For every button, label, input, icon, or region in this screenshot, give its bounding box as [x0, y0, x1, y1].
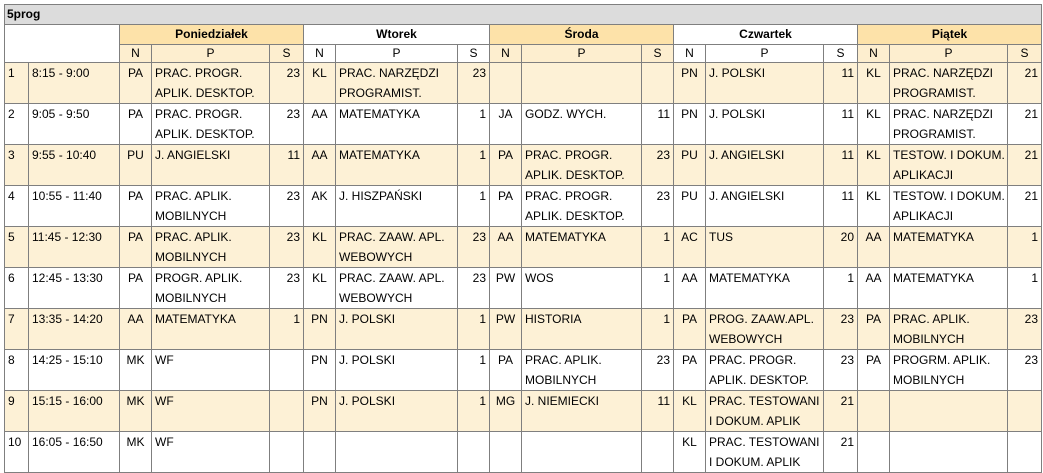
- subject-line-1: PRAC. APLIK.: [893, 312, 970, 326]
- subject-line-2: APLIKACJI: [893, 209, 954, 223]
- subject-line-1: J. POLSKI: [709, 107, 766, 121]
- teacher-code: PA: [490, 186, 522, 227]
- lesson-number: 2: [5, 104, 29, 145]
- subject-name: [706, 63, 824, 104]
- teacher-code: [304, 432, 336, 473]
- room-number: 23: [270, 63, 304, 104]
- subject-line-1: GODZ. WYCH.: [525, 107, 607, 121]
- subject-name: [336, 227, 458, 268]
- room-number: 1: [642, 309, 674, 350]
- lesson-time: 16:05 - 16:50: [29, 432, 120, 473]
- col-header-p: P: [706, 45, 824, 63]
- room-number: 23: [1008, 350, 1042, 391]
- room-number: 1: [270, 309, 304, 350]
- room-number: 23: [1008, 309, 1042, 350]
- subject-line-1: MATEMATYKA: [893, 271, 974, 285]
- subject-name: [706, 186, 824, 227]
- subject-line-1: PROG. ZAAW.APL.: [709, 312, 814, 326]
- subject-name: [890, 391, 1008, 432]
- subject-name: [336, 391, 458, 432]
- subject-name: [706, 350, 824, 391]
- room-number: [270, 432, 304, 473]
- subject-name: [706, 227, 824, 268]
- lesson-row: [5, 268, 1042, 309]
- room-number: 11: [824, 186, 858, 227]
- teacher-code: PA: [858, 309, 890, 350]
- subject-name: [152, 104, 270, 145]
- col-header-p: P: [336, 45, 458, 63]
- room-number: 11: [824, 63, 858, 104]
- subject-line-1: PRAC. TESTOWANI: [709, 435, 820, 449]
- subject-line-2: PROGRAMIST.: [893, 127, 976, 141]
- subject-name: [890, 145, 1008, 186]
- lesson-number: 8: [5, 350, 29, 391]
- room-number: [642, 63, 674, 104]
- col-header-p: P: [152, 45, 270, 63]
- col-header-n: N: [120, 45, 152, 63]
- subject-line-2: MOBILNYCH: [525, 373, 597, 387]
- subject-name: [890, 104, 1008, 145]
- teacher-code: AA: [858, 268, 890, 309]
- lesson-time: 9:55 - 10:40: [29, 145, 120, 186]
- subject-line-1: WF: [155, 435, 174, 449]
- room-number: 23: [642, 186, 674, 227]
- subject-name: [336, 63, 458, 104]
- lesson-row: [5, 186, 1042, 227]
- subject-name: [522, 432, 642, 473]
- subject-line-1: TUS: [709, 230, 733, 244]
- teacher-code: AA: [304, 104, 336, 145]
- teacher-code: PA: [490, 145, 522, 186]
- teacher-code: PA: [490, 350, 522, 391]
- subject-line-1: PRAC. NARZĘDZI: [339, 66, 440, 80]
- teacher-code: PW: [490, 309, 522, 350]
- teacher-code: AA: [304, 145, 336, 186]
- room-number: [1008, 391, 1042, 432]
- room-number: 21: [824, 432, 858, 473]
- subject-name: [152, 227, 270, 268]
- subject-name: [522, 104, 642, 145]
- lesson-row: [5, 227, 1042, 268]
- subject-line-1: J. POLSKI: [339, 312, 396, 326]
- lesson-number: 9: [5, 391, 29, 432]
- subject-line-2: I DOKUM. APLIK: [709, 414, 801, 428]
- subject-line-2: APLIK. DESKTOP.: [155, 86, 255, 100]
- subject-name: [336, 350, 458, 391]
- teacher-code: PA: [674, 309, 706, 350]
- lesson-time: 15:15 - 16:00: [29, 391, 120, 432]
- room-number: 23: [458, 227, 490, 268]
- subject-name: [522, 268, 642, 309]
- subject-name: [152, 63, 270, 104]
- col-header-p: P: [890, 45, 1008, 63]
- room-number: 1: [1008, 268, 1042, 309]
- class-title: 5prog: [5, 5, 1042, 25]
- subject-line-1: WF: [155, 353, 174, 367]
- subject-line-1: PRAC. PROGR.: [525, 148, 613, 162]
- subject-line-1: PRAC. NARZĘDZI: [893, 66, 994, 80]
- subject-line-1: TESTOW. I DOKUM.: [893, 189, 1005, 203]
- subject-line-2: PROGRAMIST.: [339, 86, 422, 100]
- subject-name: [890, 268, 1008, 309]
- subject-line-2: MOBILNYCH: [155, 250, 227, 264]
- teacher-code: PA: [120, 104, 152, 145]
- subject-name: [706, 391, 824, 432]
- teacher-code: AC: [674, 227, 706, 268]
- col-header-n: N: [490, 45, 522, 63]
- subject-name: [890, 309, 1008, 350]
- col-header-n: N: [674, 45, 706, 63]
- subject-line-1: PRAC. APLIK.: [155, 189, 232, 203]
- room-number: 11: [642, 104, 674, 145]
- lesson-time: 11:45 - 12:30: [29, 227, 120, 268]
- room-number: 23: [270, 186, 304, 227]
- teacher-code: MK: [120, 432, 152, 473]
- lesson-row: [5, 432, 1042, 473]
- teacher-code: KL: [858, 186, 890, 227]
- room-number: 21: [1008, 63, 1042, 104]
- teacher-code: MK: [120, 350, 152, 391]
- room-number: [1008, 432, 1042, 473]
- room-number: 1: [458, 186, 490, 227]
- subject-line-1: MATEMATYKA: [525, 230, 606, 244]
- lesson-time: 10:55 - 11:40: [29, 186, 120, 227]
- room-number: 23: [270, 104, 304, 145]
- subject-line-1: PRAC. APLIK.: [525, 353, 602, 367]
- subject-name: [890, 227, 1008, 268]
- lesson-number: 10: [5, 432, 29, 473]
- teacher-code: KL: [674, 391, 706, 432]
- subject-name: [522, 186, 642, 227]
- day-header-piatek: Piątek: [858, 25, 1042, 45]
- teacher-code: KL: [304, 268, 336, 309]
- teacher-code: AA: [120, 309, 152, 350]
- teacher-code: PA: [120, 268, 152, 309]
- room-number: 21: [1008, 145, 1042, 186]
- subject-name: [152, 145, 270, 186]
- room-number: 21: [1008, 186, 1042, 227]
- lesson-number: 1: [5, 63, 29, 104]
- subject-line-2: APLIKACJI: [893, 168, 954, 182]
- teacher-code: JA: [490, 104, 522, 145]
- room-number: 11: [270, 145, 304, 186]
- subject-line-2: WEBOWYCH: [339, 250, 413, 264]
- col-header-s: S: [270, 45, 304, 63]
- subject-line-2: APLIK. DESKTOP.: [525, 209, 625, 223]
- subject-line-1: PRAC. PROGR.: [155, 107, 243, 121]
- subject-name: [522, 145, 642, 186]
- subject-name: [706, 309, 824, 350]
- lesson-number: 7: [5, 309, 29, 350]
- subject-line-1: PROGR. APLIK.: [155, 271, 243, 285]
- subject-line-2: MOBILNYCH: [155, 209, 227, 223]
- subject-name: [336, 145, 458, 186]
- subject-name: [890, 63, 1008, 104]
- teacher-code: KL: [858, 63, 890, 104]
- teacher-code: [858, 391, 890, 432]
- subject-line-1: MATEMATYKA: [709, 271, 790, 285]
- room-number: 11: [824, 104, 858, 145]
- subject-line-1: PRAC. APLIK.: [155, 230, 232, 244]
- subject-name: [890, 350, 1008, 391]
- lesson-row: [5, 63, 1042, 104]
- room-number: 1: [458, 350, 490, 391]
- day-header-poniedzialek: Poniedziałek: [120, 25, 304, 45]
- subject-line-1: PRAC. NARZĘDZI: [893, 107, 994, 121]
- teacher-code: KL: [304, 227, 336, 268]
- subject-line-2: MOBILNYCH: [893, 373, 965, 387]
- lesson-number: 5: [5, 227, 29, 268]
- subject-line-2: APLIK. DESKTOP.: [525, 168, 625, 182]
- room-number: 1: [458, 104, 490, 145]
- room-number: 1: [642, 227, 674, 268]
- teacher-code: PA: [120, 63, 152, 104]
- room-number: 23: [270, 227, 304, 268]
- lesson-time: 8:15 - 9:00: [29, 63, 120, 104]
- teacher-code: PN: [304, 391, 336, 432]
- corner-cell: [5, 25, 120, 63]
- subject-name: [152, 391, 270, 432]
- subject-line-2: APLIK. DESKTOP.: [155, 127, 255, 141]
- teacher-code: [490, 432, 522, 473]
- subject-name: [522, 227, 642, 268]
- subject-name: [152, 350, 270, 391]
- lesson-time: 12:45 - 13:30: [29, 268, 120, 309]
- teacher-code: KL: [674, 432, 706, 473]
- room-number: 23: [270, 268, 304, 309]
- day-header-sroda: Środa: [490, 25, 674, 45]
- lesson-number: 4: [5, 186, 29, 227]
- subject-line-1: J. NIEMIECKI: [525, 394, 600, 408]
- col-header-n: N: [858, 45, 890, 63]
- room-number: 11: [824, 145, 858, 186]
- teacher-code: PA: [120, 186, 152, 227]
- subject-line-1: TESTOW. I DOKUM.: [893, 148, 1005, 162]
- subject-name: [890, 186, 1008, 227]
- subject-name: [152, 432, 270, 473]
- subject-line-1: J. HISZPAŃSKI: [339, 189, 423, 203]
- subject-name: [336, 104, 458, 145]
- subject-name: [706, 268, 824, 309]
- teacher-code: AA: [674, 268, 706, 309]
- subject-line-1: MATEMATYKA: [339, 107, 420, 121]
- subject-name: [336, 186, 458, 227]
- subject-name: [152, 186, 270, 227]
- lesson-time: 13:35 - 14:20: [29, 309, 120, 350]
- subject-line-1: J. POLSKI: [339, 394, 396, 408]
- teacher-code: [858, 432, 890, 473]
- room-number: 1: [824, 268, 858, 309]
- subject-line-1: PROGRM. APLIK.: [893, 353, 991, 367]
- room-number: 11: [642, 391, 674, 432]
- col-header-p: P: [522, 45, 642, 63]
- room-number: [270, 391, 304, 432]
- subject-name: [152, 268, 270, 309]
- teacher-code: KL: [858, 104, 890, 145]
- lesson-row: [5, 350, 1042, 391]
- timetable: [4, 4, 1042, 473]
- room-number: 21: [824, 391, 858, 432]
- teacher-code: PN: [674, 104, 706, 145]
- teacher-code: PA: [120, 227, 152, 268]
- subject-line-1: PRAC. ZAAW. APL.: [339, 271, 445, 285]
- subject-line-2: MOBILNYCH: [893, 332, 965, 346]
- teacher-code: KL: [304, 63, 336, 104]
- teacher-code: PN: [674, 63, 706, 104]
- subject-line-1: J. ANGIELSKI: [709, 189, 785, 203]
- teacher-code: AK: [304, 186, 336, 227]
- teacher-code: AA: [858, 227, 890, 268]
- day-header-czwartek: Czwartek: [674, 25, 858, 45]
- teacher-code: PN: [304, 350, 336, 391]
- day-header-wtorek: Wtorek: [304, 25, 490, 45]
- teacher-code: PU: [674, 186, 706, 227]
- subject-line-2: I DOKUM. APLIK: [709, 455, 801, 469]
- lesson-row: [5, 309, 1042, 350]
- subject-line-2: APLIK. DESKTOP.: [709, 373, 809, 387]
- subject-name: [336, 309, 458, 350]
- subject-line-2: MOBILNYCH: [155, 291, 227, 305]
- room-number: 23: [824, 309, 858, 350]
- subject-name: [152, 309, 270, 350]
- subject-line-1: WF: [155, 394, 174, 408]
- room-number: 1: [458, 391, 490, 432]
- col-header-s: S: [824, 45, 858, 63]
- subject-name: [522, 63, 642, 104]
- subject-name: [522, 391, 642, 432]
- subject-name: [336, 268, 458, 309]
- col-header-s: S: [458, 45, 490, 63]
- subject-name: [706, 145, 824, 186]
- teacher-code: PU: [674, 145, 706, 186]
- room-number: 1: [1008, 227, 1042, 268]
- lesson-number: 6: [5, 268, 29, 309]
- subject-name: [706, 432, 824, 473]
- teacher-code: [490, 63, 522, 104]
- room-number: 1: [458, 309, 490, 350]
- room-number: 23: [824, 350, 858, 391]
- lesson-time: 14:25 - 15:10: [29, 350, 120, 391]
- teacher-code: AA: [490, 227, 522, 268]
- subject-name: [336, 432, 458, 473]
- teacher-code: PN: [304, 309, 336, 350]
- subject-line-1: MATEMATYKA: [893, 230, 974, 244]
- teacher-code: PA: [674, 350, 706, 391]
- room-number: [270, 350, 304, 391]
- subject-line-1: PRAC. PROGR.: [525, 189, 613, 203]
- subject-line-1: J. ANGIELSKI: [155, 148, 231, 162]
- subject-line-1: PRAC. TESTOWANI: [709, 394, 820, 408]
- subject-line-1: J. ANGIELSKI: [709, 148, 785, 162]
- col-header-s: S: [1008, 45, 1042, 63]
- subject-name: [890, 432, 1008, 473]
- subject-name: [522, 309, 642, 350]
- room-number: [642, 432, 674, 473]
- room-number: 23: [458, 268, 490, 309]
- col-header-n: N: [304, 45, 336, 63]
- col-header-s: S: [642, 45, 674, 63]
- subject-line-1: HISTORIA: [525, 312, 582, 326]
- subject-name: [522, 350, 642, 391]
- subject-line-1: WOS: [525, 271, 554, 285]
- lesson-row: [5, 104, 1042, 145]
- lesson-row: [5, 145, 1042, 186]
- room-number: 1: [458, 145, 490, 186]
- teacher-code: MK: [120, 391, 152, 432]
- subject-name: [706, 104, 824, 145]
- lesson-row: [5, 391, 1042, 432]
- teacher-code: PU: [120, 145, 152, 186]
- teacher-code: PA: [858, 350, 890, 391]
- room-number: 23: [642, 350, 674, 391]
- subject-line-1: MATEMATYKA: [339, 148, 420, 162]
- subject-line-1: J. POLSKI: [339, 353, 396, 367]
- room-number: 20: [824, 227, 858, 268]
- teacher-code: PW: [490, 268, 522, 309]
- subject-line-2: PROGRAMIST.: [893, 86, 976, 100]
- subject-line-1: PRAC. PROGR.: [709, 353, 797, 367]
- subject-line-2: WEBOWYCH: [339, 291, 413, 305]
- teacher-code: MG: [490, 391, 522, 432]
- room-number: [458, 432, 490, 473]
- room-number: 21: [1008, 104, 1042, 145]
- room-number: 23: [458, 63, 490, 104]
- subject-line-1: MATEMATYKA: [155, 312, 236, 326]
- teacher-code: KL: [858, 145, 890, 186]
- subject-line-2: WEBOWYCH: [709, 332, 783, 346]
- subject-line-1: PRAC. ZAAW. APL.: [339, 230, 445, 244]
- subject-line-1: J. POLSKI: [709, 66, 766, 80]
- room-number: 1: [642, 268, 674, 309]
- room-number: 23: [642, 145, 674, 186]
- lesson-number: 3: [5, 145, 29, 186]
- subject-line-1: PRAC. PROGR.: [155, 66, 243, 80]
- lesson-time: 9:05 - 9:50: [29, 104, 120, 145]
